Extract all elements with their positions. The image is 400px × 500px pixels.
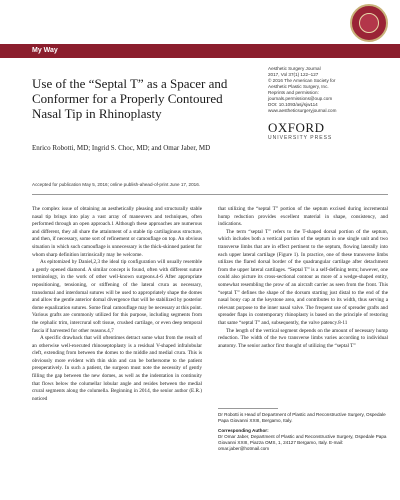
publisher-subtitle: UNIVERSITY PRESS [268, 135, 333, 141]
affiliation-note: Dr Robotti is Head of Department of Plastic and Reconstructive Surgery, Ospedale Papa Giovanni XXIII, Bergamo, Italy. [218, 412, 386, 423]
journal-copyright: © 2016 The American Society for [268, 78, 336, 83]
article-title: Use of the “Septal T” as a Spacer and Conformer for a Properly Contoured Nasal Tip in Rhinoplasty [32, 76, 228, 121]
acceptance-note: Accepted for publication May 5, 2016; online publish-ahead-of-print June 17, 2016. [32, 182, 201, 187]
body-paragraph: that utilizing the “septal T” portion of the septum excised during incremental hump reduction provides excellent material in shape, consistency, and indications. [218, 206, 388, 228]
footnote-divider [218, 408, 278, 409]
corresponding-author-details: Dr Omar Jaber, Department of Plastic and Reconstructive Surgery, Ospedale Papa Giovanni XXIII, Piazza OMS, 1, 24127 Bergamo, Italy. E-mail: omar.jaber@hotmail.com [218, 434, 387, 451]
journal-doi[interactable]: DOI: 10.1093/asj/sjw114 [268, 102, 318, 107]
body-column-left [32, 206, 202, 403]
body-paragraph: As epitomized by Daniel,2,3 the ideal tip configuration will usually resemble a gently opened diamond. A similar concept is found, often with different suture terminology, in the work of other well-known surgeons.4-6 After appropriate repositioning, tensioning, or stiffening of the lateral crura as necessary, transdomal and interdomal sutures will be used to appropriately shape the domes and allow the gentle anterior domal divergence that will be stabilized by posterior dome equalization sutures. Some final camouflage may be necessary at this point. Various grafts are commonly utilized for this purpose, including segments from the cephalic trim, intercrural soft tissue, crushed cartilage, or even deep temporal fascia if harvested for other reasons.4,7 [32, 259, 202, 334]
body-column-right [218, 206, 388, 350]
body-paragraph: The length of the vertical segment depends on the amount of necessary hump reduction. The width of the two transverse limbs varies according to individual anatomy. The senior author first thought of utilizing the “septal T” [218, 327, 388, 349]
journal-society: Aesthetic Plastic Surgery, Inc. [268, 84, 329, 89]
footnotes [218, 412, 388, 456]
corresponding-author-label: Corresponding Author: [218, 428, 269, 433]
header-divider [32, 194, 388, 195]
author-list: Enrico Robotti, MD; Ingrid S. Choc, MD; and Omar Jaber, MD [32, 144, 211, 152]
body-paragraph: The complex issue of obtaining an aesthetically pleasing and structurally stable nasal tip brings into play a vast array of maneuvers and techniques, often performed through an open approach.1 Although these approaches are numerous and different, they all share the attainment of a stable tip cartilaginous structure, and then, if necessary, some sort of refinement or camouflage on top. An obvious situation in which such camouflage is unnecessary is the thick-skinned patient for whom sharp definition intrinsically may be welcome. [32, 206, 202, 258]
journal-name: Aesthetic Surgery Journal [268, 66, 321, 71]
section-band [0, 44, 400, 58]
journal-info [268, 66, 388, 114]
section-label: My Way [32, 47, 58, 54]
journal-volume: 2017, Vol 37(1) 122–127 [268, 72, 319, 77]
journal-permissions-email[interactable]: journals.permissions@oup.com [268, 96, 333, 101]
page-header [0, 0, 400, 44]
international-contribution-seal-icon [350, 4, 388, 42]
journal-reprints: Reprints and permission: [268, 90, 319, 95]
body-paragraph: A specific drawback that will oftentimes detract some what from the result of an otherwise well-executed rhinoseptoplasty is a residual V-shaped infralobular cleft, extending from between the domes to the middle and medial crura. This is obviously more evident with thin skin and can be bothersome to the patient preoperatively. In such a patient, the surgeon must note the necessity of gently filling the gap between the new domes, as well as the indentation in continuity that flows below the columellar lobular angle and resides between the medial crural segments along the columella. Beginning in 2014, the senior author (E.R.) noticed [32, 335, 202, 402]
body-paragraph: The term “septal T” refers to the T-shaped dorsal portion of the septum, which includes both a vertical portion of the septum in one single unit and two transverse limbs that are in effect pertinent to the septum, flowing laterally into each upper lateral cartilage (Figure 1). In practice, one of these transverse limbs utilizes the flared dorsal border of the quadrangular cartilage after detachment from the upper lateral cartilages. “Septal T” is a self-defining term; however, one could also picture its cross-sectional contour as more of a wedge-shaped entity, somewhat resembling the prow of an aircraft carrier as seen from the front. This “septal T” defines the shape of the dorsum starting just distal to the end of the nasal bony cap at the keystone area, and contributes to its width, thus serving a relevant purpose to the inner nasal valve. The frequent use of spreader grafts and spreader flaps in contemporary rhinoplasty is based on the principle of restoring that same “septal T” and, subsequently, the valve patency.8-11 [218, 228, 388, 326]
journal-website[interactable]: www.aestheticsurgeryjournal.com [268, 108, 337, 113]
publisher-logo: OXFORD [268, 120, 325, 135]
seal-inner-ring [359, 13, 379, 33]
